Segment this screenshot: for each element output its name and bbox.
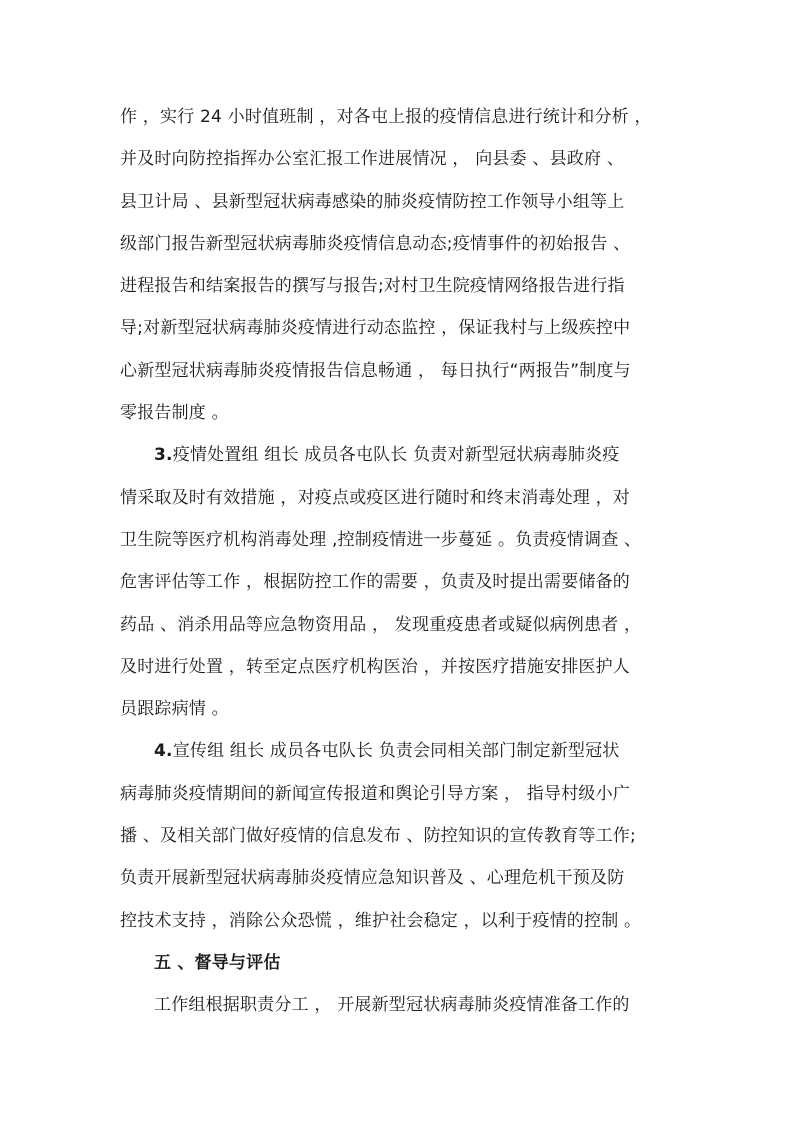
text-line (120, 434, 680, 476)
paragraph-reporting-duties (120, 96, 680, 434)
text-line: 级部门报告新型冠状病毒肺炎疫情信息动态;疫情事件的初始报告 、 (120, 233, 631, 254)
document-body (120, 96, 680, 1027)
text-line-content: 宣传组 组长 成员各屯队长 负责会同相关部门制定新型冠状 (172, 741, 620, 762)
text-line: 员跟踪病情 。 (120, 699, 229, 720)
item-number: 4. (154, 741, 173, 762)
text-line: 心新型冠状病毒肺炎疫情报告信息畅通 ， 每日执行“两报告”制度与 (120, 360, 631, 381)
text-line: 负责开展新型冠状病毒肺炎疫情应急知识普及 、心理危机干预及防 (120, 868, 625, 889)
text-line: 药品 、消杀用品等应急物资用品 ， 发现重疫患者或疑似病例患者 ， (120, 614, 642, 635)
text-line: 进程报告和结案报告的撰写与报告;对村卫生院疫情网络报告进行指 (120, 276, 625, 297)
text-line: 情采取及时有效措施 ，对疫点或疫区进行随时和终末消毒处理 ，对 (120, 487, 631, 508)
section-heading: 五 、督导与评估 (154, 952, 281, 973)
text-line: 危害评估等工作 ，根据防控工作的需要 ，负责及时提出需要储备的 (120, 572, 631, 593)
paragraph-publicity-group (120, 730, 680, 941)
text-line: 零报告制度 。 (120, 403, 229, 424)
paragraph-epidemic-handling-group (120, 434, 680, 730)
text-line: 卫生院等医疗机构消毒处理 ,控制疫情进一步蔓延 。负责疫情调查 、 (120, 529, 642, 550)
text-line: 县卫计局 、县新型冠状病毒感染的肺炎疫情防控工作领导小组等上 (120, 191, 625, 212)
text-line (120, 730, 680, 772)
item-number: 3. (154, 445, 173, 466)
text-line: 作 ，实行 24 小时值班制 ，对各屯上报的疫情信息进行统计和分析 ， (120, 107, 652, 127)
text-line-content: 疫情处置组 组长 成员各屯队长 负责对新型冠状病毒肺炎疫 (172, 445, 620, 466)
text-line: 播 、及相关部门做好疫情的信息发布 、防控知识的宣传教育等工作; (120, 826, 636, 847)
text-line: 工作组根据职责分工 ， 开展新型冠状病毒肺炎疫情准备工作的 (154, 995, 630, 1016)
text-line: 控技术支持 ，消除公众恐慌 ，维护社会稳定 ，以利于疫情的控制 。 (120, 910, 642, 931)
paragraph-supervision (120, 984, 680, 1026)
text-line: 病毒肺炎疫情期间的新闻宣传报道和舆论引导方案 ， 指导村级小广 (120, 783, 631, 804)
text-line: 及时进行处置 ，转至定点医疗机构医治 ，并按医疗措施安排医护人 (120, 656, 631, 677)
text-line: 并及时向防控指挥办公室汇报工作进展情况 ， 向县委 、县政府 、 (120, 149, 625, 170)
text-line: 导;对新型冠状病毒肺炎疫情进行动态监控 ，保证我村与上级疾控中 (120, 318, 631, 339)
